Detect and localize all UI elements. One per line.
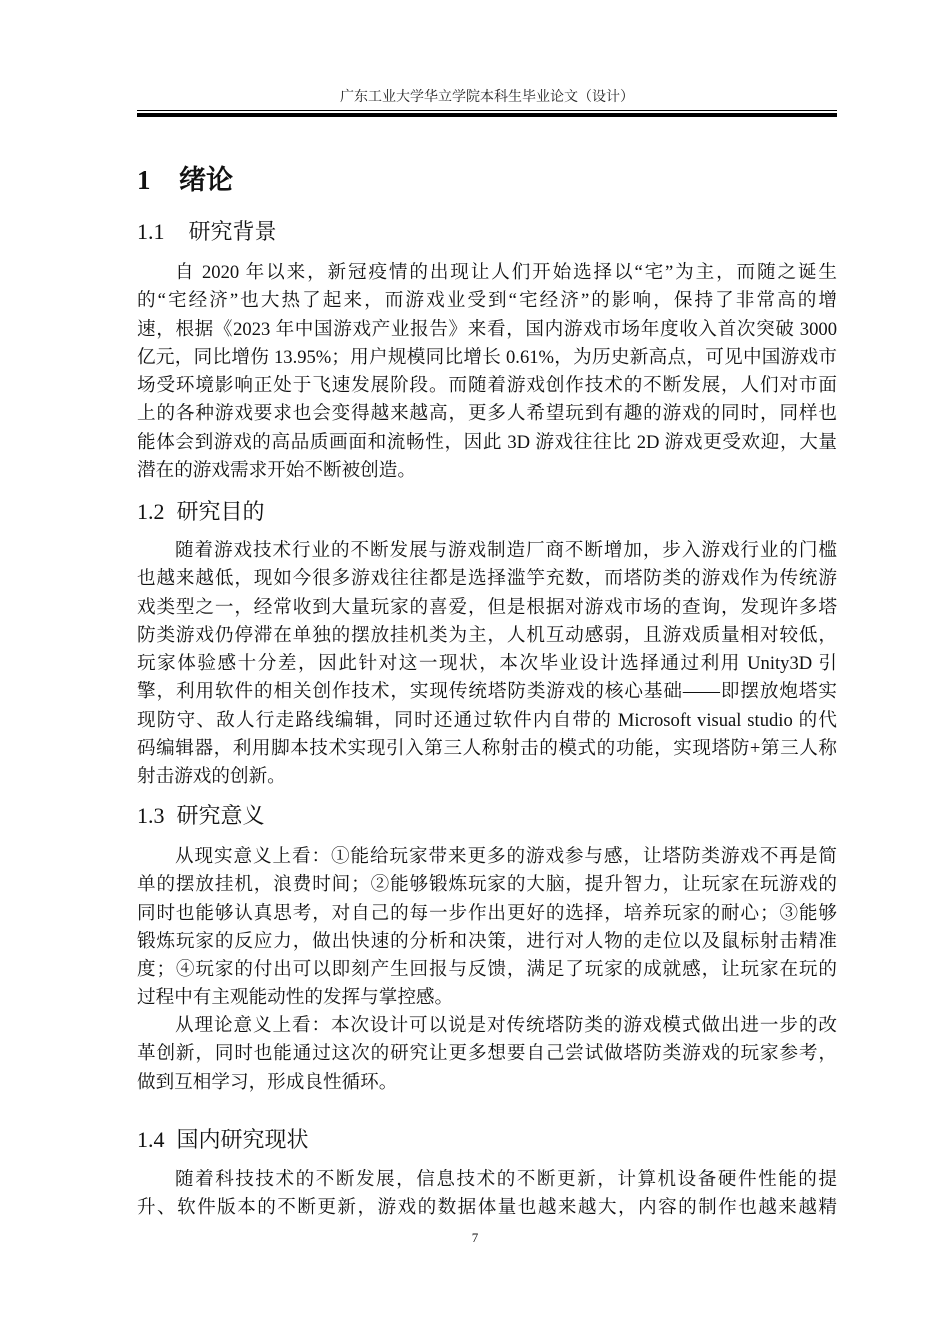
text-line: 能体会到游戏的高品质画面和流畅性，因此 3D 游戏往往比 2D 游戏更受欢迎，大量 <box>137 431 837 453</box>
text-line: 随着游戏技术行业的不断发展与游戏制造厂商不断增加，步入游戏行业的门槛 <box>175 540 837 561</box>
text-line: 革创新，同时也能通过这次的研究让更多想要自己尝试做塔防类游戏的玩家参考， <box>137 1043 837 1065</box>
paragraph <box>137 1166 837 1223</box>
page-header: 广东工业大学华立学院本科生毕业论文（设计） <box>340 90 634 105</box>
text-line: 戏类型之一，经常收到大量玩家的喜爱，但是根据对游戏市场的查询，发现许多塔 <box>137 596 837 618</box>
header-rule-thick <box>137 113 837 117</box>
section-number: 1.2 <box>137 499 165 524</box>
section-heading <box>137 495 265 526</box>
section-number: 1.1 <box>137 219 165 244</box>
section-heading <box>137 799 265 830</box>
text-line: 自 2020 年以来，新冠疫情的出现让人们开始选择以“宅”为主，而随之诞生 <box>175 262 837 283</box>
chapter-title <box>137 158 233 197</box>
text-line: 升、软件版本的不断更新，游戏的数据体量也越来越大，内容的制作也越来越精 <box>137 1197 837 1219</box>
text-line: 现防守、敌人行走路线编辑，同时还通过软件内自带的 Microsoft visual studio 的代 <box>137 709 837 731</box>
paragraph <box>137 1012 837 1097</box>
section-title: 研究目的 <box>176 499 265 524</box>
text-line: 的“宅经济”也大热了起来，而游戏业受到“宅经济”的影响，保持了非常高的增 <box>137 290 837 312</box>
section-heading <box>137 1123 309 1154</box>
section-number: 1.4 <box>137 1127 165 1152</box>
text-line: 玩家体验感十分差，因此针对这一现状，本次毕业设计选择通过利用 Unity3D 引 <box>137 653 837 675</box>
text-line: 锻炼玩家的反应力，做出快速的分析和决策，进行对人物的走位以及鼠标射击精准 <box>137 930 837 952</box>
text-line: 做到互相学习，形成良性循环。 <box>137 1071 398 1093</box>
text-line: 射击游戏的创新。 <box>137 766 286 788</box>
page-number: 7 <box>471 1230 479 1245</box>
text-line: 从现实意义上看：①能给玩家带来更多的游戏参与感，让塔防类游戏不再是简 <box>175 846 837 867</box>
header-rule-thin <box>137 110 837 111</box>
text-line: 场受环境影响正处于飞速发展阶段。而随着游戏创作技术的不断发展，人们对市面 <box>137 375 837 397</box>
text-line: 随着科技技术的不断发展，信息技术的不断更新，计算机设备硬件性能的提 <box>175 1169 837 1190</box>
text-line: 速，根据《2023 年中国游戏产业报告》来看，国内游戏市场年度收入首次突破 3000 <box>137 318 837 340</box>
text-line: 擎，利用软件的相关创作技术，实现传统塔防类游戏的核心基础——即摆放炮塔实 <box>137 681 837 703</box>
paragraph <box>137 537 837 792</box>
text-line: 度；④玩家的付出可以即刻产生回报与反馈，满足了玩家的成就感，让玩家在玩的 <box>137 959 837 981</box>
text-line: 也越来越低，现如今很多游戏往往都是选择滥竽充数，而塔防类的游戏作为传统游 <box>137 568 837 590</box>
section-heading <box>137 215 277 246</box>
text-line: 亿元，同比增伤 13.95%；用户规模同比增长 0.61%，为历史新高点，可见中国游戏市 <box>137 346 837 368</box>
text-line: 单的摆放挂机，浪费时间；②能够锻炼玩家的大脑，提升智力，让玩家在玩游戏的 <box>137 874 837 896</box>
text-line: 同时也能够认真思考，对自己的每一步作出更好的选择，培养玩家的耐心；③能够 <box>137 902 837 924</box>
text-line: 过程中有主观能动性的发挥与掌控感。 <box>137 987 454 1009</box>
text-line: 防类游戏仍停滞在单独的摆放挂机类为主，人机互动感弱，且游戏质量相对较低， <box>137 624 837 646</box>
text-line: 码编辑器，利用脚本技术实现引入第三人称射击的模式的功能，实现塔防+第三人称 <box>137 738 837 760</box>
section-number: 1.3 <box>137 803 165 828</box>
chapter-title-text: 绪论 <box>179 165 233 195</box>
section-title: 研究意义 <box>176 803 265 828</box>
text-line: 从理论意义上看：本次设计可以说是对传统塔防类的游戏模式做出进一步的改 <box>175 1015 837 1036</box>
paragraph <box>137 259 837 485</box>
section-title: 研究背景 <box>188 219 277 244</box>
text-line: 潜在的游戏需求开始不断被创造。 <box>137 460 416 482</box>
paragraph <box>137 843 837 1013</box>
chapter-number: 1 <box>137 165 151 195</box>
section-title: 国内研究现状 <box>176 1127 309 1152</box>
text-line: 上的各种游戏要求也会变得越来越高，更多人希望玩到有趣的游戏的同时，同样也 <box>137 403 837 425</box>
